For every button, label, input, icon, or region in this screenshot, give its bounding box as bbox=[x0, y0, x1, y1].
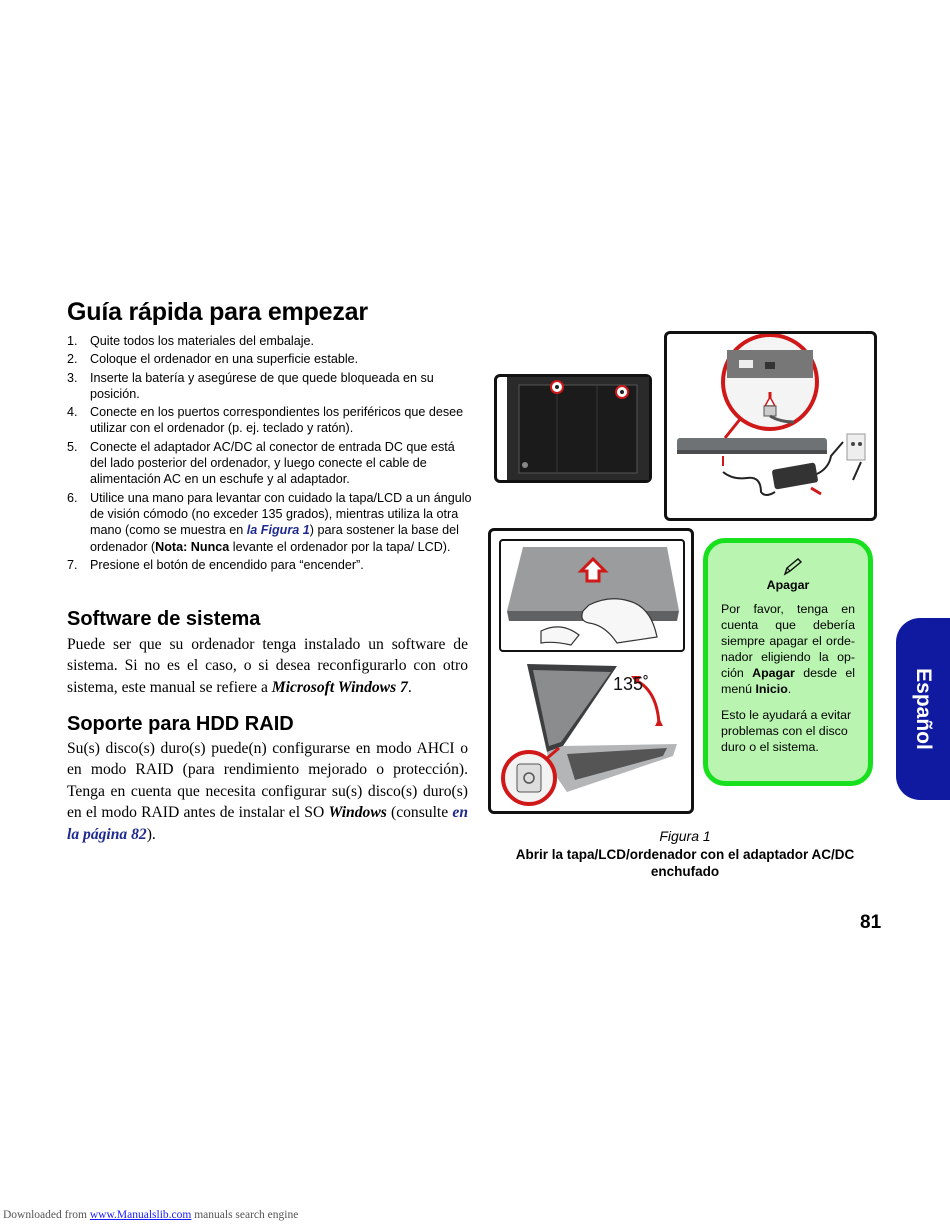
software-paragraph: Puede ser que su ordenador tenga instalado un software de sistema. Si no es el caso, o si desea reconfigurarlo con otro sistema, este manual se refiere a Microsoft Windows 7. bbox=[67, 636, 468, 696]
page-title: Guía rápida para empezar bbox=[67, 298, 368, 326]
page-number: 81 bbox=[860, 912, 882, 933]
software-heading: Software de sistema bbox=[67, 608, 261, 630]
note-paragraph: Por favor, tenga en cuenta que debería siempre apagar el orde- nador eligiendo la op- ción Apagar desde el menú Inicio. bbox=[721, 602, 855, 696]
footer-link[interactable]: www.Manualslib.com bbox=[89, 1209, 192, 1221]
angle-label: 135˚ bbox=[613, 674, 650, 694]
ac-adapter-illustration bbox=[667, 334, 874, 518]
lift-lid-panel bbox=[499, 539, 685, 652]
pencil-icon bbox=[782, 557, 804, 577]
list-item: 7. Presione el botón de encendido para “encender”. bbox=[67, 557, 364, 572]
raid-paragraph: Su(s) disco(s) duro(s) puede(n) configurarse en modo AHCI o en modo RAID (para rendimiento mejorado o protección). Tenga en cuenta que necesita configurar su(s) disco(s) duro(s) en el modo RAID antes de instalar el SO Windows (consulte en la página 82). bbox=[67, 740, 468, 843]
list-item: 6. Utilice una mano para levantar con cuidado la tapa/LCD a un ángulo de visión cómodo (no exceder 135 grados), mientras utiliza la otra mano (como se muestra en la Figura 1) para sostener la base del ordenador (Nota: Nunca levante el ordenador por la tapa/ LCD). bbox=[67, 490, 472, 554]
raid-heading: Soporte para HDD RAID bbox=[67, 713, 294, 735]
battery-bay-image bbox=[494, 374, 652, 483]
note-paragraph-2: Esto le ayudará a evitar problemas con el disco duro o el sistema. bbox=[721, 708, 852, 754]
note-box bbox=[703, 538, 873, 786]
page-82-link[interactable]: en la página 82 bbox=[67, 804, 468, 843]
list-item: 1. Quite todos los materiales del embalaje. bbox=[67, 334, 315, 348]
language-tab-label: Español bbox=[912, 668, 935, 750]
steps-list bbox=[67, 333, 472, 575]
open-lid-image bbox=[488, 528, 694, 814]
lift-lid-illustration bbox=[501, 541, 682, 649]
battery-bay-illustration bbox=[497, 377, 649, 480]
footer: Downloaded from www.Manualslib.com manuals search engine bbox=[3, 1209, 299, 1221]
note-title: Apagar bbox=[766, 578, 810, 592]
list-item: 5. Conecte el adaptador AC/DC al conector de entrada DC que está del lado posterior del ordenador, y luego conecte el cable de alimentación AC en un eschufe y al adaptador. bbox=[67, 439, 455, 487]
figure-caption: Abrir la tapa/LCD/ordenador con el adaptador AC/DC enchufado bbox=[515, 847, 855, 879]
list-item: 3. Inserte la batería y asegúrese de que quede bloqueada en su posición. bbox=[67, 370, 434, 401]
ac-adapter-image bbox=[664, 331, 877, 521]
language-tab[interactable] bbox=[896, 618, 950, 800]
figure-link[interactable]: la Figura 1 bbox=[246, 523, 310, 538]
list-item: 2. Coloque el ordenador en una superficie estable. bbox=[67, 352, 359, 367]
figure-label: Figura 1 bbox=[659, 828, 711, 844]
laptop-angle-illustration bbox=[497, 656, 689, 808]
list-item: 4. Conecte en los puertos correspondientes los periféricos que desee utilizar con el ordenador (p. ej. teclado y ratón). bbox=[67, 405, 464, 436]
